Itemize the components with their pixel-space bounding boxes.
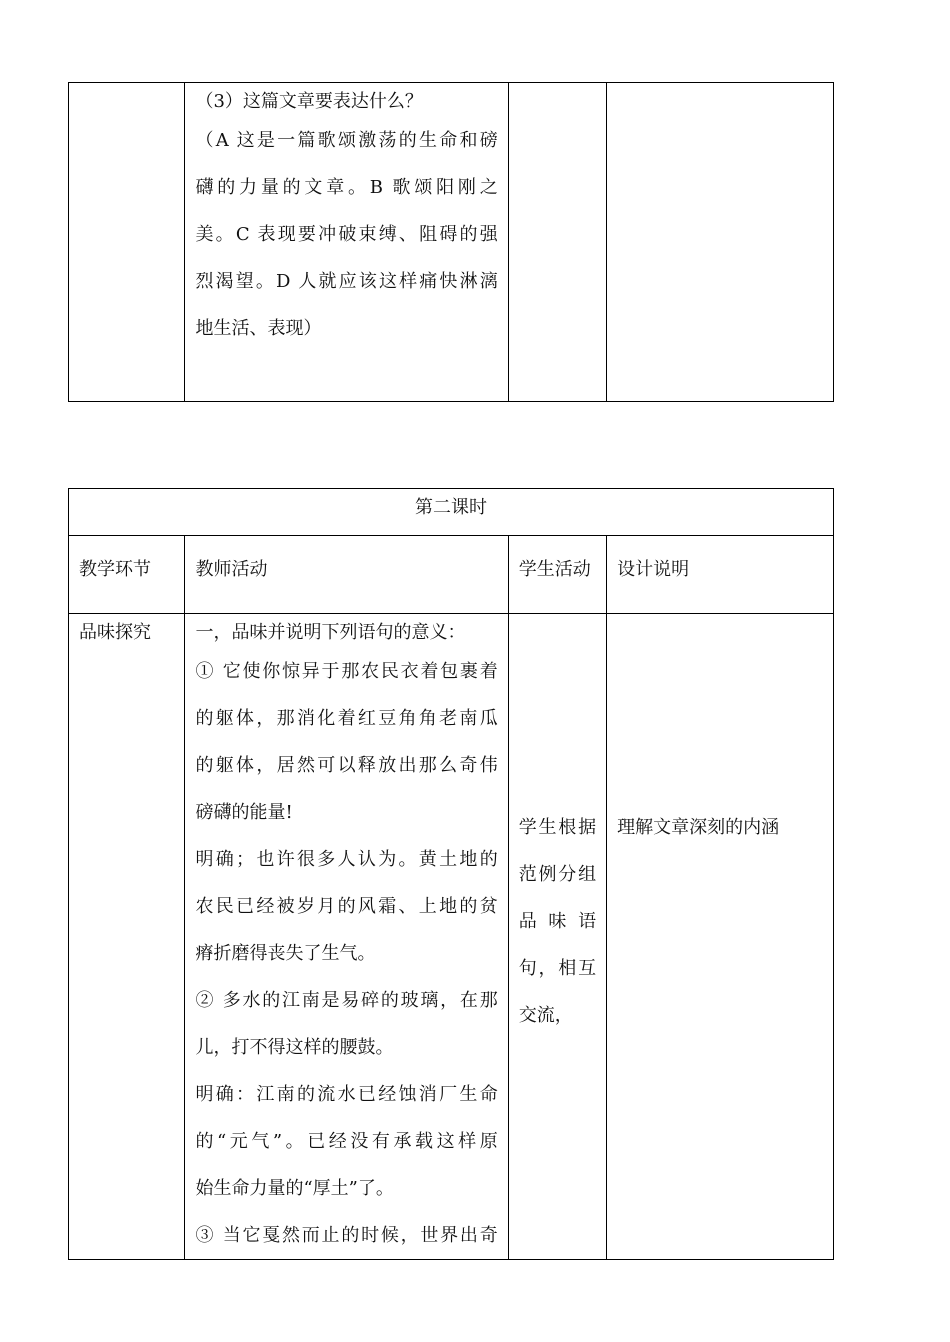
teacher-instruction: 一，品味并说明下列语句的意义： <box>195 622 466 643</box>
empty-cell <box>607 83 834 402</box>
question-line: 地生活、表现） <box>195 318 322 339</box>
teacher-line: 农民已经被岁月的风霜、上地的贫 <box>195 896 498 917</box>
header-teaching-stage: 教学环节 <box>69 536 185 614</box>
design-note-text: 理解文章深刻的内涵 <box>617 817 780 838</box>
design-note-cell <box>607 614 834 1260</box>
question-title: （3）这篇文章要表达什么？ <box>195 91 423 112</box>
header-teacher-activity: 教师活动 <box>185 536 508 614</box>
question-line: 烈渴望。D 人就应该这样痛快淋漓 <box>195 271 498 292</box>
question-line: （A 这是一篇歌颂激荡的生命和磅 <box>195 130 498 151</box>
header-design-note: 设计说明 <box>607 536 834 614</box>
empty-cell <box>508 83 606 402</box>
student-line: 范例分组 <box>518 864 597 885</box>
teacher-line: 始生命力量的“厚土”了。 <box>195 1178 394 1199</box>
teacher-line: 的躯体，那消化着红豆角角老南瓜 <box>195 708 498 729</box>
teacher-line: ① 它使你惊异于那农民衣着包裹着 <box>195 661 498 682</box>
empty-cell <box>69 83 185 402</box>
teacher-line: 磅礴的能量! <box>195 802 293 823</box>
student-line: 句，相互 <box>518 958 597 979</box>
section-label <box>69 614 185 1260</box>
section-text: 品味探究 <box>79 622 151 643</box>
question-line: 礴的力量的文章。B 歌颂阳刚之 <box>195 177 498 198</box>
session-title: 第二课时 <box>69 489 834 536</box>
teacher-activity-cell <box>185 614 508 1260</box>
question-line: 美。C 表现要冲破束缚、阻碍的强 <box>195 224 498 245</box>
header-student-activity: 学生活动 <box>508 536 606 614</box>
teacher-line: 明确；也许很多人认为。黄土地的 <box>195 849 498 870</box>
student-activity-cell <box>508 614 606 1260</box>
teacher-line: 儿，打不得这样的腰鼓。 <box>195 1037 394 1058</box>
lesson-table-continued <box>68 82 834 402</box>
teacher-line: 的“元气”。已经没有承载这样原 <box>195 1131 498 1152</box>
student-line: 学生根据 <box>518 817 597 838</box>
student-line: 交流， <box>518 1005 573 1026</box>
teacher-line: ② 多水的江南是易碎的玻璃，在那 <box>195 990 498 1011</box>
teacher-question-cell <box>185 83 508 402</box>
student-line: 品 味 语 <box>518 911 597 932</box>
teacher-line: 明确：江南的流水已经蚀消厂生命 <box>195 1084 498 1105</box>
teacher-line: 瘠折磨得丧失了生气。 <box>195 943 376 964</box>
teacher-line: ③ 当它戛然而止的时候，世界出奇 <box>195 1225 498 1246</box>
teacher-line: 的躯体，居然可以释放出那么奇伟 <box>195 755 498 776</box>
lesson-table-session-two <box>68 488 834 1260</box>
